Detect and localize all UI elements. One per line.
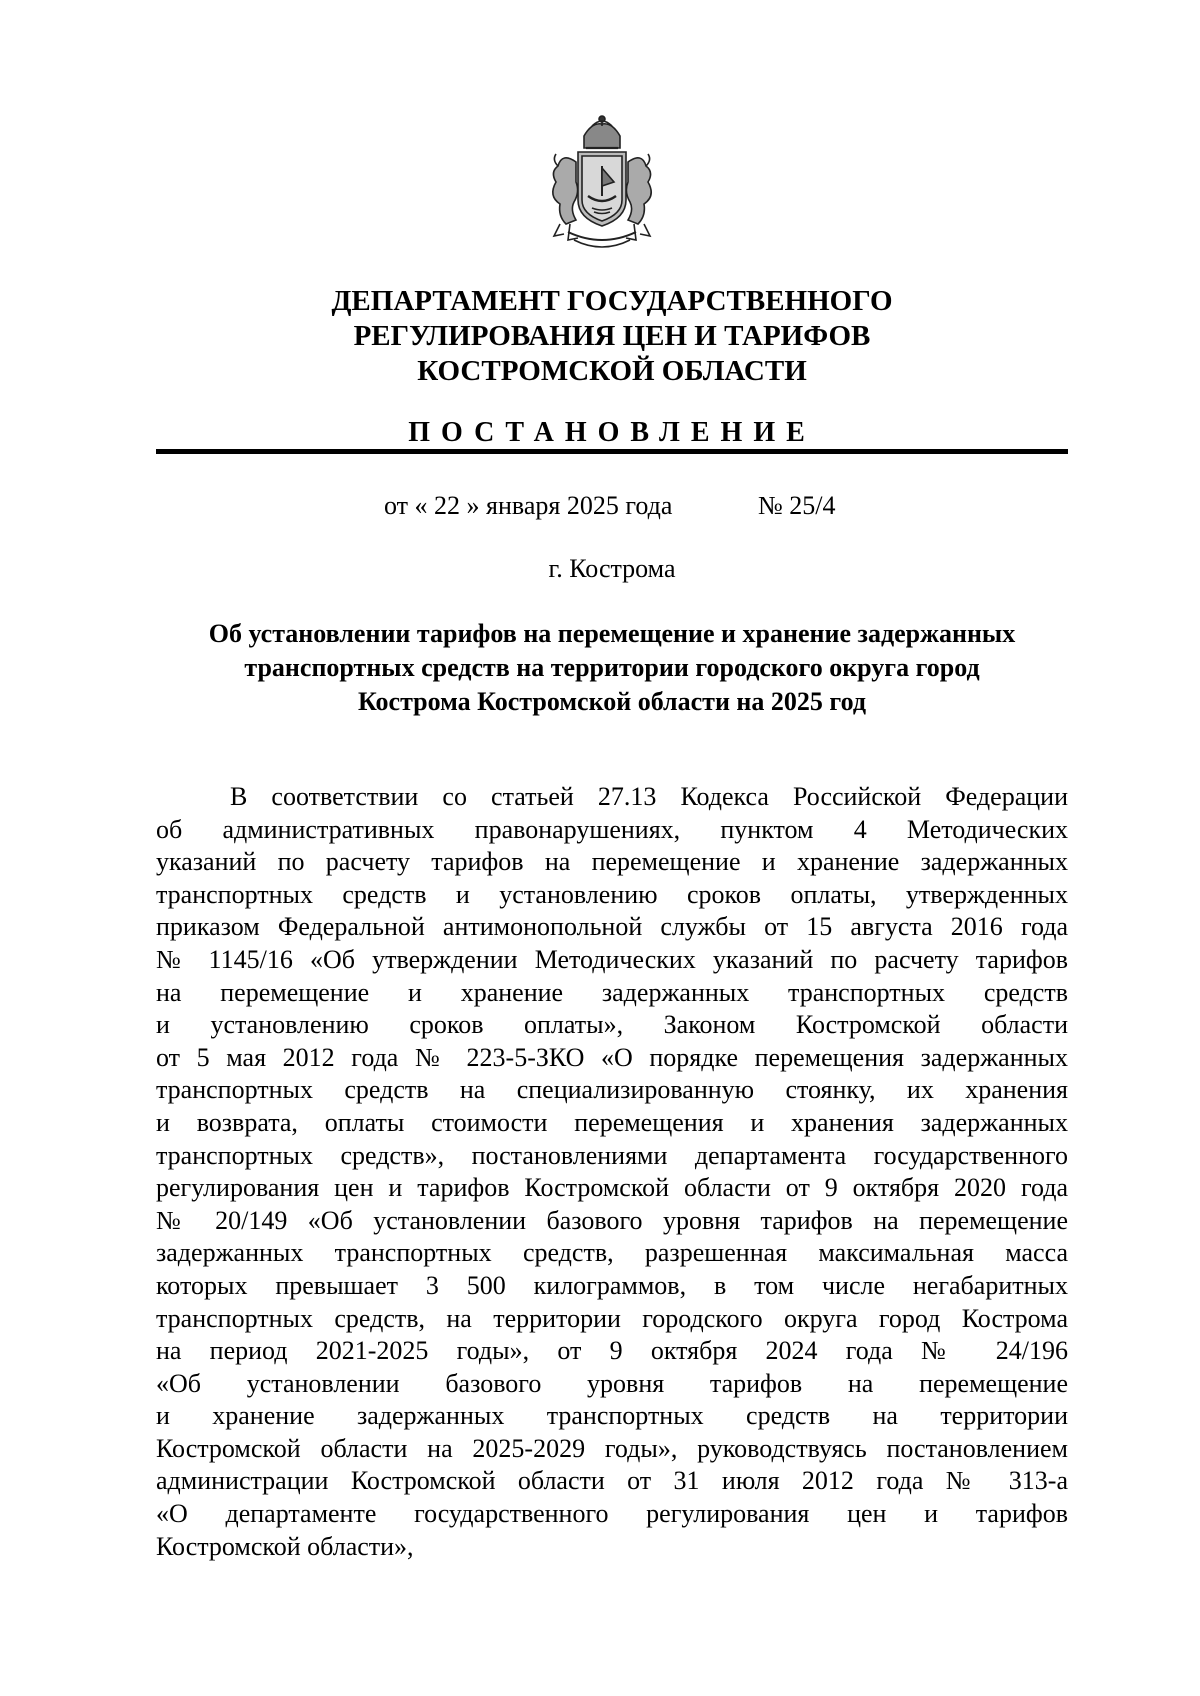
coat-of-arms-emblem — [540, 112, 664, 254]
body-line: приказом Федеральной антимонопольной службы от 15 августа 2016 года — [156, 912, 1068, 942]
body-line: администрации Костромской области от 31 июля 2012 года № 313-а — [156, 1466, 1068, 1496]
body-line: и установлению сроков оплаты», Законом Костромской области — [156, 1010, 1068, 1040]
body-line: транспортных средств и установлению сроков оплаты, утвержденных — [156, 879, 1068, 909]
department-name-line: КОСТРОМСКОЙ ОБЛАСТИ — [417, 355, 807, 387]
document-title-line: Кострома Костромской области на 2025 год — [358, 687, 866, 716]
body-line: «Об установлении базового уровня тарифов на перемещение — [156, 1368, 1068, 1398]
body-line: об административных правонарушениях, пунктом 4 Методических — [156, 814, 1068, 844]
body-line: и хранение задержанных транспортных средств на территории — [156, 1401, 1068, 1431]
body-line: Костромской области на 2025-2029 годы», руководствуясь постановлением — [156, 1433, 1068, 1463]
body-line: транспортных средств», постановлениями департамента государственного — [156, 1140, 1068, 1170]
body-line: № 1145/16 «Об утверждении Методических указаний по расчету тарифов — [156, 944, 1068, 974]
body-line: от 5 мая 2012 года № 223-5-ЗКО «О порядке перемещения задержанных — [156, 1042, 1068, 1072]
body-line: В соответствии со статьей 27.13 Кодекса Российской Федерации — [230, 782, 1068, 811]
body-line: которых превышает 3 500 килограммов, в том числе негабаритных — [156, 1270, 1068, 1300]
department-name — [156, 284, 1068, 389]
body-line: регулирования цен и тарифов Костромской области от 9 октября 2020 года — [156, 1173, 1068, 1203]
body-line: № 20/149 «Об установлении базового уровня тарифов на перемещение — [156, 1205, 1068, 1235]
body-line: на период 2021-2025 годы», от 9 октября 2024 года № 24/196 — [156, 1336, 1068, 1366]
header-divider — [156, 449, 1068, 454]
document-date: от « 22 » января 2025 года — [384, 491, 673, 520]
body-line: указаний по расчету тарифов на перемещение и хранение задержанных — [156, 847, 1068, 877]
document-title-line: Об установлении тарифов на перемещение и хранение задержанных — [208, 619, 1016, 648]
body-line: «О департаменте государственного регулирования цен и тарифов — [156, 1499, 1068, 1529]
document-body — [156, 781, 1068, 1563]
body-line: транспортных средств на специализированную стоянку, их хранения — [156, 1075, 1068, 1105]
body-line: Костромской области», — [156, 1531, 414, 1561]
document-number: № 25/4 — [758, 491, 836, 520]
document-type-heading: ПОСТАНОВЛЕНИЕ — [408, 417, 816, 448]
document-city: г. Кострома — [548, 554, 676, 583]
document-title — [156, 617, 1068, 719]
body-line: транспортных средств, на территории городского округа город Кострома — [156, 1303, 1068, 1333]
department-name-line: РЕГУЛИРОВАНИЯ ЦЕН И ТАРИФОВ — [353, 320, 871, 352]
department-name-line: ДЕПАРТАМЕНТ ГОСУДАРСТВЕННОГО — [331, 285, 893, 317]
body-line: на перемещение и хранение задержанных транспортных средств — [156, 977, 1068, 1007]
document-title-line: транспортных средств на территории городского округа город — [244, 653, 980, 682]
body-line: и возврата, оплаты стоимости перемещения и хранения задержанных — [156, 1107, 1068, 1137]
body-line: задержанных транспортных средств, разрешенная максимальная масса — [156, 1238, 1068, 1268]
